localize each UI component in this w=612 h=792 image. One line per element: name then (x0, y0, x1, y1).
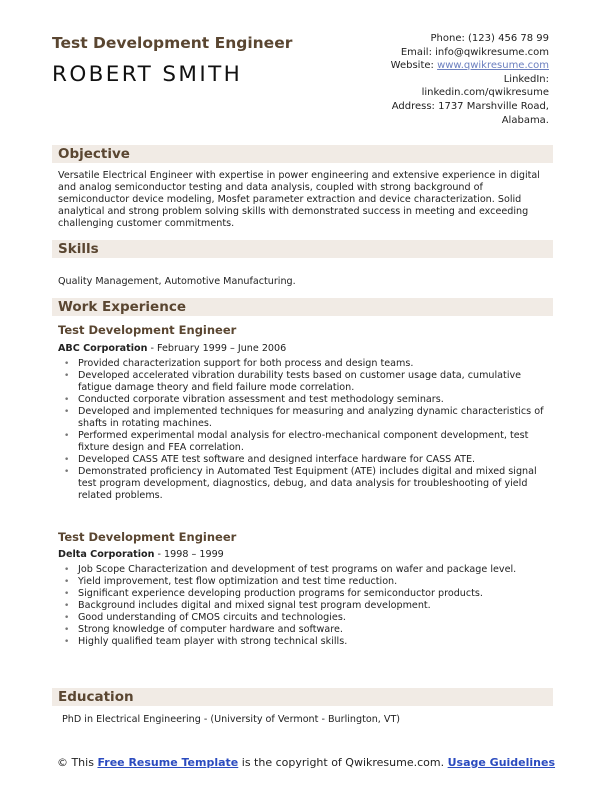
list-item: • Developed CASS ATE test software and designed interface hardware for CASS ATE. (58, 454, 553, 466)
job-title: Test Development Engineer (52, 34, 293, 52)
usage-guidelines-link[interactable]: Usage Guidelines (447, 756, 556, 769)
list-item: • Demonstrated proficiency in Automated Test Equipment (ATE) includes digital and mixed signal test program development, diagnostics, debug, and data analysis for troubleshooting of yield related problems. (58, 466, 553, 502)
work-experience-heading: Work Experience (58, 299, 186, 315)
education-text: PhD in Electrical Engineering - (University of Vermont - Burlington, VT) (62, 714, 401, 725)
job-1-dates: - February 1999 – June 2006 (147, 343, 287, 354)
job-2-company-line (58, 549, 224, 560)
education-heading: Education (58, 689, 134, 705)
list-item: • Good understanding of CMOS circuits and technologies. (58, 612, 553, 624)
footer-prefix: © This (56, 756, 98, 769)
contact-address-line2: Alabama. (501, 114, 549, 126)
contact-block (309, 32, 549, 127)
contact-phone: Phone: (123) 456 78 99 (430, 33, 549, 44)
list-item: • Developed and implemented techniques for measuring and analyzing dynamic characteristics of shafts in rotating machines. (58, 406, 553, 430)
list-item: • Provided characterization support for both process and design teams. (58, 358, 553, 370)
job-1-company-line (58, 343, 286, 354)
list-item: • Developed accelerated vibration durability tests based on customer usage data, cumulative fatigue damage theory and field failure mode correlation. (58, 370, 553, 394)
job-2-company: Delta Corporation (58, 549, 155, 560)
job-1-title: Test Development Engineer (58, 323, 237, 337)
objective-section-header (52, 145, 553, 163)
footer-middle: is the copyright of Qwikresume.com. (238, 756, 448, 769)
contact-email: Email: info@qwikresume.com (400, 46, 549, 58)
list-item: • Performed experimental modal analysis for electro-mechanical component development, test fixture design and FEA correlation. (58, 430, 553, 454)
list-item: • Highly qualified team player with strong technical skills. (58, 636, 553, 648)
job-1-company: ABC Corporation (58, 343, 148, 354)
job-1-bullets (58, 358, 553, 502)
work-experience-section-header (52, 298, 553, 316)
contact-linkedin-label: LinkedIn: (503, 73, 549, 85)
list-item: • Conducted corporate vibration assessment and test methodology seminars. (58, 394, 553, 406)
objective-heading: Objective (58, 146, 130, 162)
list-item: • Yield improvement, test flow optimization and test time reduction. (58, 576, 553, 588)
education-section-header (52, 688, 553, 706)
job-2-dates: - 1998 – 1999 (154, 549, 224, 560)
objective-text: Versatile Electrical Engineer with expertise in power engineering and extensive experience in digital and analog semiconductor testing and data analysis, coupled with strong background of semiconductor device modeling, Mosfet parameter extraction and device characterization. Solid analytical and strong problem solving skills with demonstrated success in meeting and exceeding challenging customer commitments. (58, 170, 540, 229)
skills-section-header (52, 240, 553, 258)
job-2-bullets (58, 564, 553, 648)
list-item: • Background includes digital and mixed signal test program development. (58, 600, 553, 612)
list-item: • Job Scope Characterization and development of test programs on wafer and package level. (58, 564, 553, 576)
contact-address-line1: Address: 1737 Marshville Road, (391, 100, 549, 112)
free-resume-template-link[interactable]: Free Resume Template (97, 756, 239, 769)
list-item: • Strong knowledge of computer hardware and software. (58, 624, 553, 636)
job-2-title: Test Development Engineer (58, 530, 237, 544)
contact-website (309, 59, 549, 73)
contact-linkedin-value: linkedin.com/qwikresume (421, 87, 549, 99)
skills-heading: Skills (58, 241, 99, 257)
website-link[interactable]: www.qwikresume.com (437, 60, 549, 72)
copyright-footer (0, 756, 612, 770)
skills-text: Quality Management, Automotive Manufacturing. (58, 276, 296, 287)
candidate-name: ROBERT SMITH (52, 62, 243, 87)
list-item: • Significant experience developing production programs for semiconductor products. (58, 588, 553, 600)
contact-website-label: Website: (390, 60, 438, 72)
